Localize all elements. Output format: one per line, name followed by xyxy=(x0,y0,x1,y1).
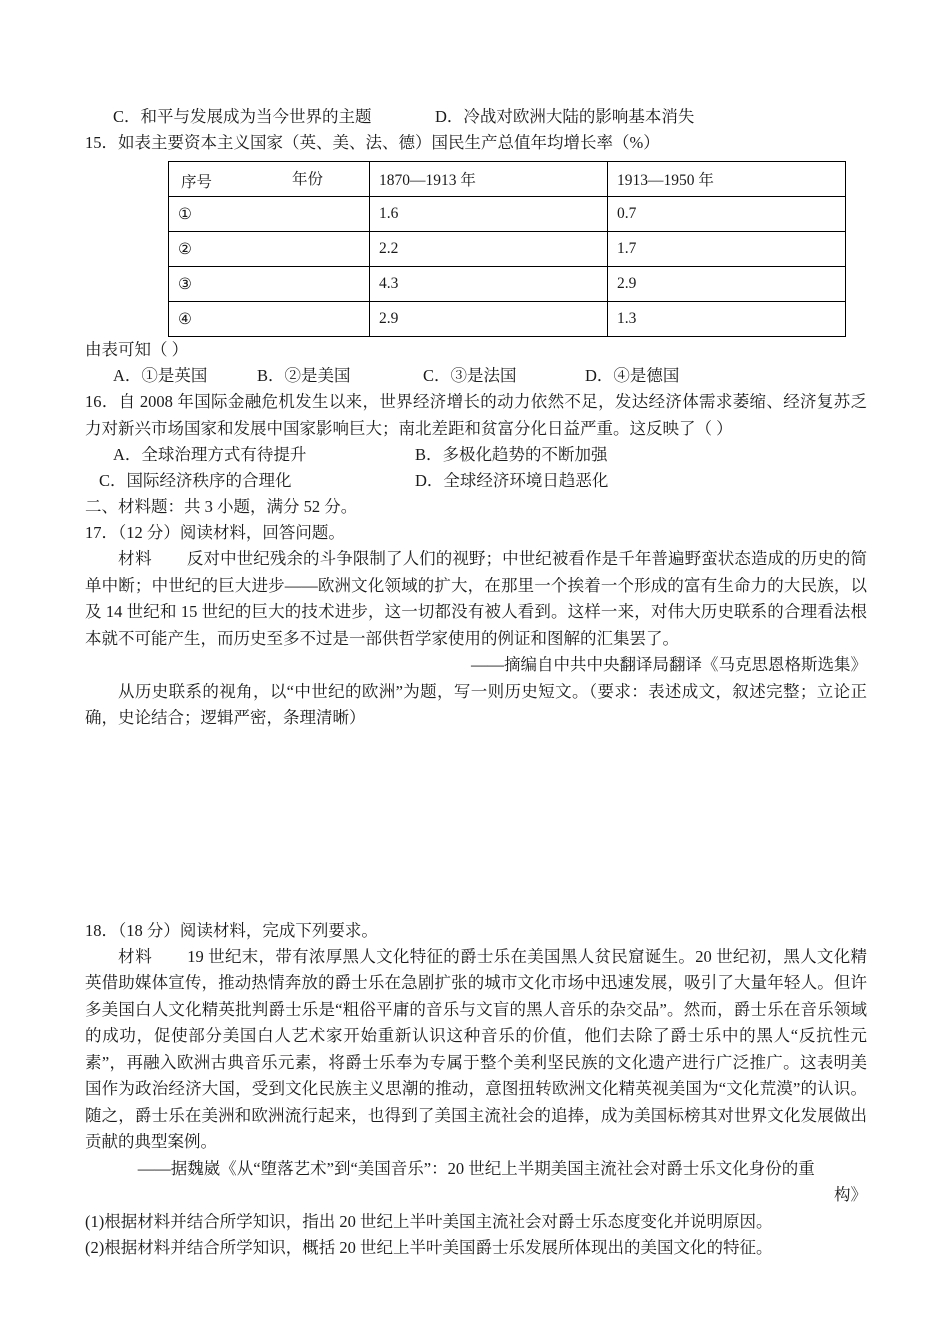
table-row xyxy=(169,232,846,267)
q16-option-d[interactable]: D．全球经济环境日趋恶化 xyxy=(415,471,609,490)
table-row xyxy=(169,302,846,337)
table-header-row xyxy=(169,162,846,197)
section-2-heading: 二、材料题：共 3 小题，满分 52 分。 xyxy=(85,497,358,516)
q18-material xyxy=(85,944,867,1156)
q17-answer-space[interactable] xyxy=(85,732,867,918)
q17-task: 从历史联系的视角，以“中世纪的欧洲”为题，写一则历史短文。（要求：表述成文，叙述完整；立论正确，史论结合；逻辑严密，条理清晰） xyxy=(85,681,867,727)
q15-option-c[interactable]: C．③是法国 xyxy=(423,366,517,385)
q15-lead-in: 由表可知（ ） xyxy=(85,340,189,359)
q17-material-label: 材料 xyxy=(118,549,153,568)
q17-source: ——摘编自中共中央翻译局翻译《马克思恩格斯选集》 xyxy=(471,655,867,674)
table-header-year: 年份 xyxy=(291,171,323,188)
q18-material-text: 19 世纪末，带有浓厚黑人文化特征的爵士乐在美国黑人贫民窟诞生。20 世纪初，黑人文化精英借助媒体宣传，推动热情奔放的爵士乐在急剧扩张的城市文化市场中迅速发展，吸引了大量年轻人。但许多美国白人文化精英批判爵士乐是“粗俗平庸的音乐与文盲的黑人音乐的杂交品”。然而，爵士乐在音乐领域的成功，促使部分美国白人艺术家开始重新认识这种音乐的价值，他们去除了爵士乐中的黑人“反抗性元素”，再融入欧洲古典音乐元素，将爵士乐奉为专属于整个美利坚民族的文化遗产进行广泛推广。这表明美国作为政治经济大国，受到文化民族主义思潮的推动，意图扭转欧洲文化精英视美国为“文化荒漠”的认识。随之，爵士乐在美洲和欧洲流行起来，也得到了美国主流社会的追捧，成为美国标榜其对世界文化发展做出贡献的典型案例。 xyxy=(85,946,868,1151)
row-index: ④ xyxy=(169,302,370,337)
row-value-1: 2.2 xyxy=(370,232,608,267)
q15-option-b[interactable]: B．②是美国 xyxy=(257,366,351,385)
row-value-2: 1.3 xyxy=(608,302,846,337)
q15-options-row xyxy=(85,363,867,389)
row-value-1: 1.6 xyxy=(370,197,608,232)
q17-material-text: 反对中世纪残余的斗争限制了人们的视野；中世纪被看作是千年普遍野蛮状态造成的历史的简单中断；中世纪的巨大进步——欧洲文化领域的扩大，在那里一个挨着一个形成的富有生命力的大民族，以及 14 世纪和 15 世纪的巨大的技术进步，这一切都没有被人看到。这样一来，对伟大历史联系的合理看法根本就不可能产生，而历史至多不过是一部供哲学家使用的例证和图解的汇集罢了。 xyxy=(85,549,868,648)
table-header-period-1: 1870—1913 年 xyxy=(370,162,608,197)
table-row xyxy=(169,267,846,302)
q16-option-a[interactable]: A．全球治理方式有待提升 xyxy=(113,445,307,464)
q14-option-d[interactable]: D．冷战对欧洲大陆的影响基本消失 xyxy=(435,107,695,126)
row-value-2: 0.7 xyxy=(608,197,846,232)
q18-source-line-1: ——据魏崴《从“堕落艺术”到“美国音乐”：20 世纪上半期美国主流社会对爵士乐文化身份的重 xyxy=(137,1158,815,1178)
q15-option-d[interactable]: D．④是德国 xyxy=(585,366,680,385)
q18-source-line-2: 构》 xyxy=(834,1185,867,1204)
table-corner-cell xyxy=(169,162,370,197)
row-value-2: 1.7 xyxy=(608,232,846,267)
q15-stem: 15．如表主要资本主义国家（英、美、法、德）国民生产总值年均增长率（%） xyxy=(85,133,660,152)
q17-stem: 17．（12 分）阅读材料，回答问题。 xyxy=(85,523,345,542)
q16-options-row-2 xyxy=(85,468,867,494)
q16-option-c[interactable]: C．国际经济秩序的合理化 xyxy=(99,471,292,490)
q18-material-label: 材料 xyxy=(118,946,153,966)
q16-options-row-1 xyxy=(85,442,867,468)
q17-material xyxy=(85,546,867,652)
row-index: ② xyxy=(169,232,370,267)
row-index: ③ xyxy=(169,267,370,302)
table-row xyxy=(169,197,846,232)
row-index: ① xyxy=(169,197,370,232)
q15-option-a[interactable]: A．①是英国 xyxy=(113,366,208,385)
q18-sub-question-2: (2)根据材料并结合所学知识，概括 20 世纪上半叶美国爵士乐发展所体现出的美国文化的特征。 xyxy=(85,1238,773,1257)
table-header-period-2: 1913—1950 年 xyxy=(608,162,846,197)
row-value-2: 2.9 xyxy=(608,267,846,302)
q14-option-c[interactable]: C．和平与发展成为当今世界的主题 xyxy=(113,107,372,126)
page-content xyxy=(85,104,867,1262)
q16-option-b[interactable]: B．多极化趋势的不断加强 xyxy=(415,445,608,464)
q15-table-wrapper xyxy=(168,161,867,337)
q14-options-row xyxy=(85,104,867,130)
q18-sub-question-1: (1)根据材料并结合所学知识，指出 20 世纪上半叶美国主流社会对爵士乐态度变化并说明原因。 xyxy=(85,1211,773,1231)
table-header-no: 序号 xyxy=(181,174,213,191)
row-value-1: 2.9 xyxy=(370,302,608,337)
gnp-growth-table xyxy=(168,161,846,337)
row-value-1: 4.3 xyxy=(370,267,608,302)
q16-stem: 16．自 2008 年国际金融危机发生以来，世界经济增长的动力依然不足，发达经济体需求萎缩、经济复苏乏力对新兴市场国家和发展中国家影响巨大；南北差距和贫富分化日益严重。这反映了（ ） xyxy=(85,392,867,438)
q18-stem: 18．（18 分）阅读材料，完成下列要求。 xyxy=(85,920,378,940)
